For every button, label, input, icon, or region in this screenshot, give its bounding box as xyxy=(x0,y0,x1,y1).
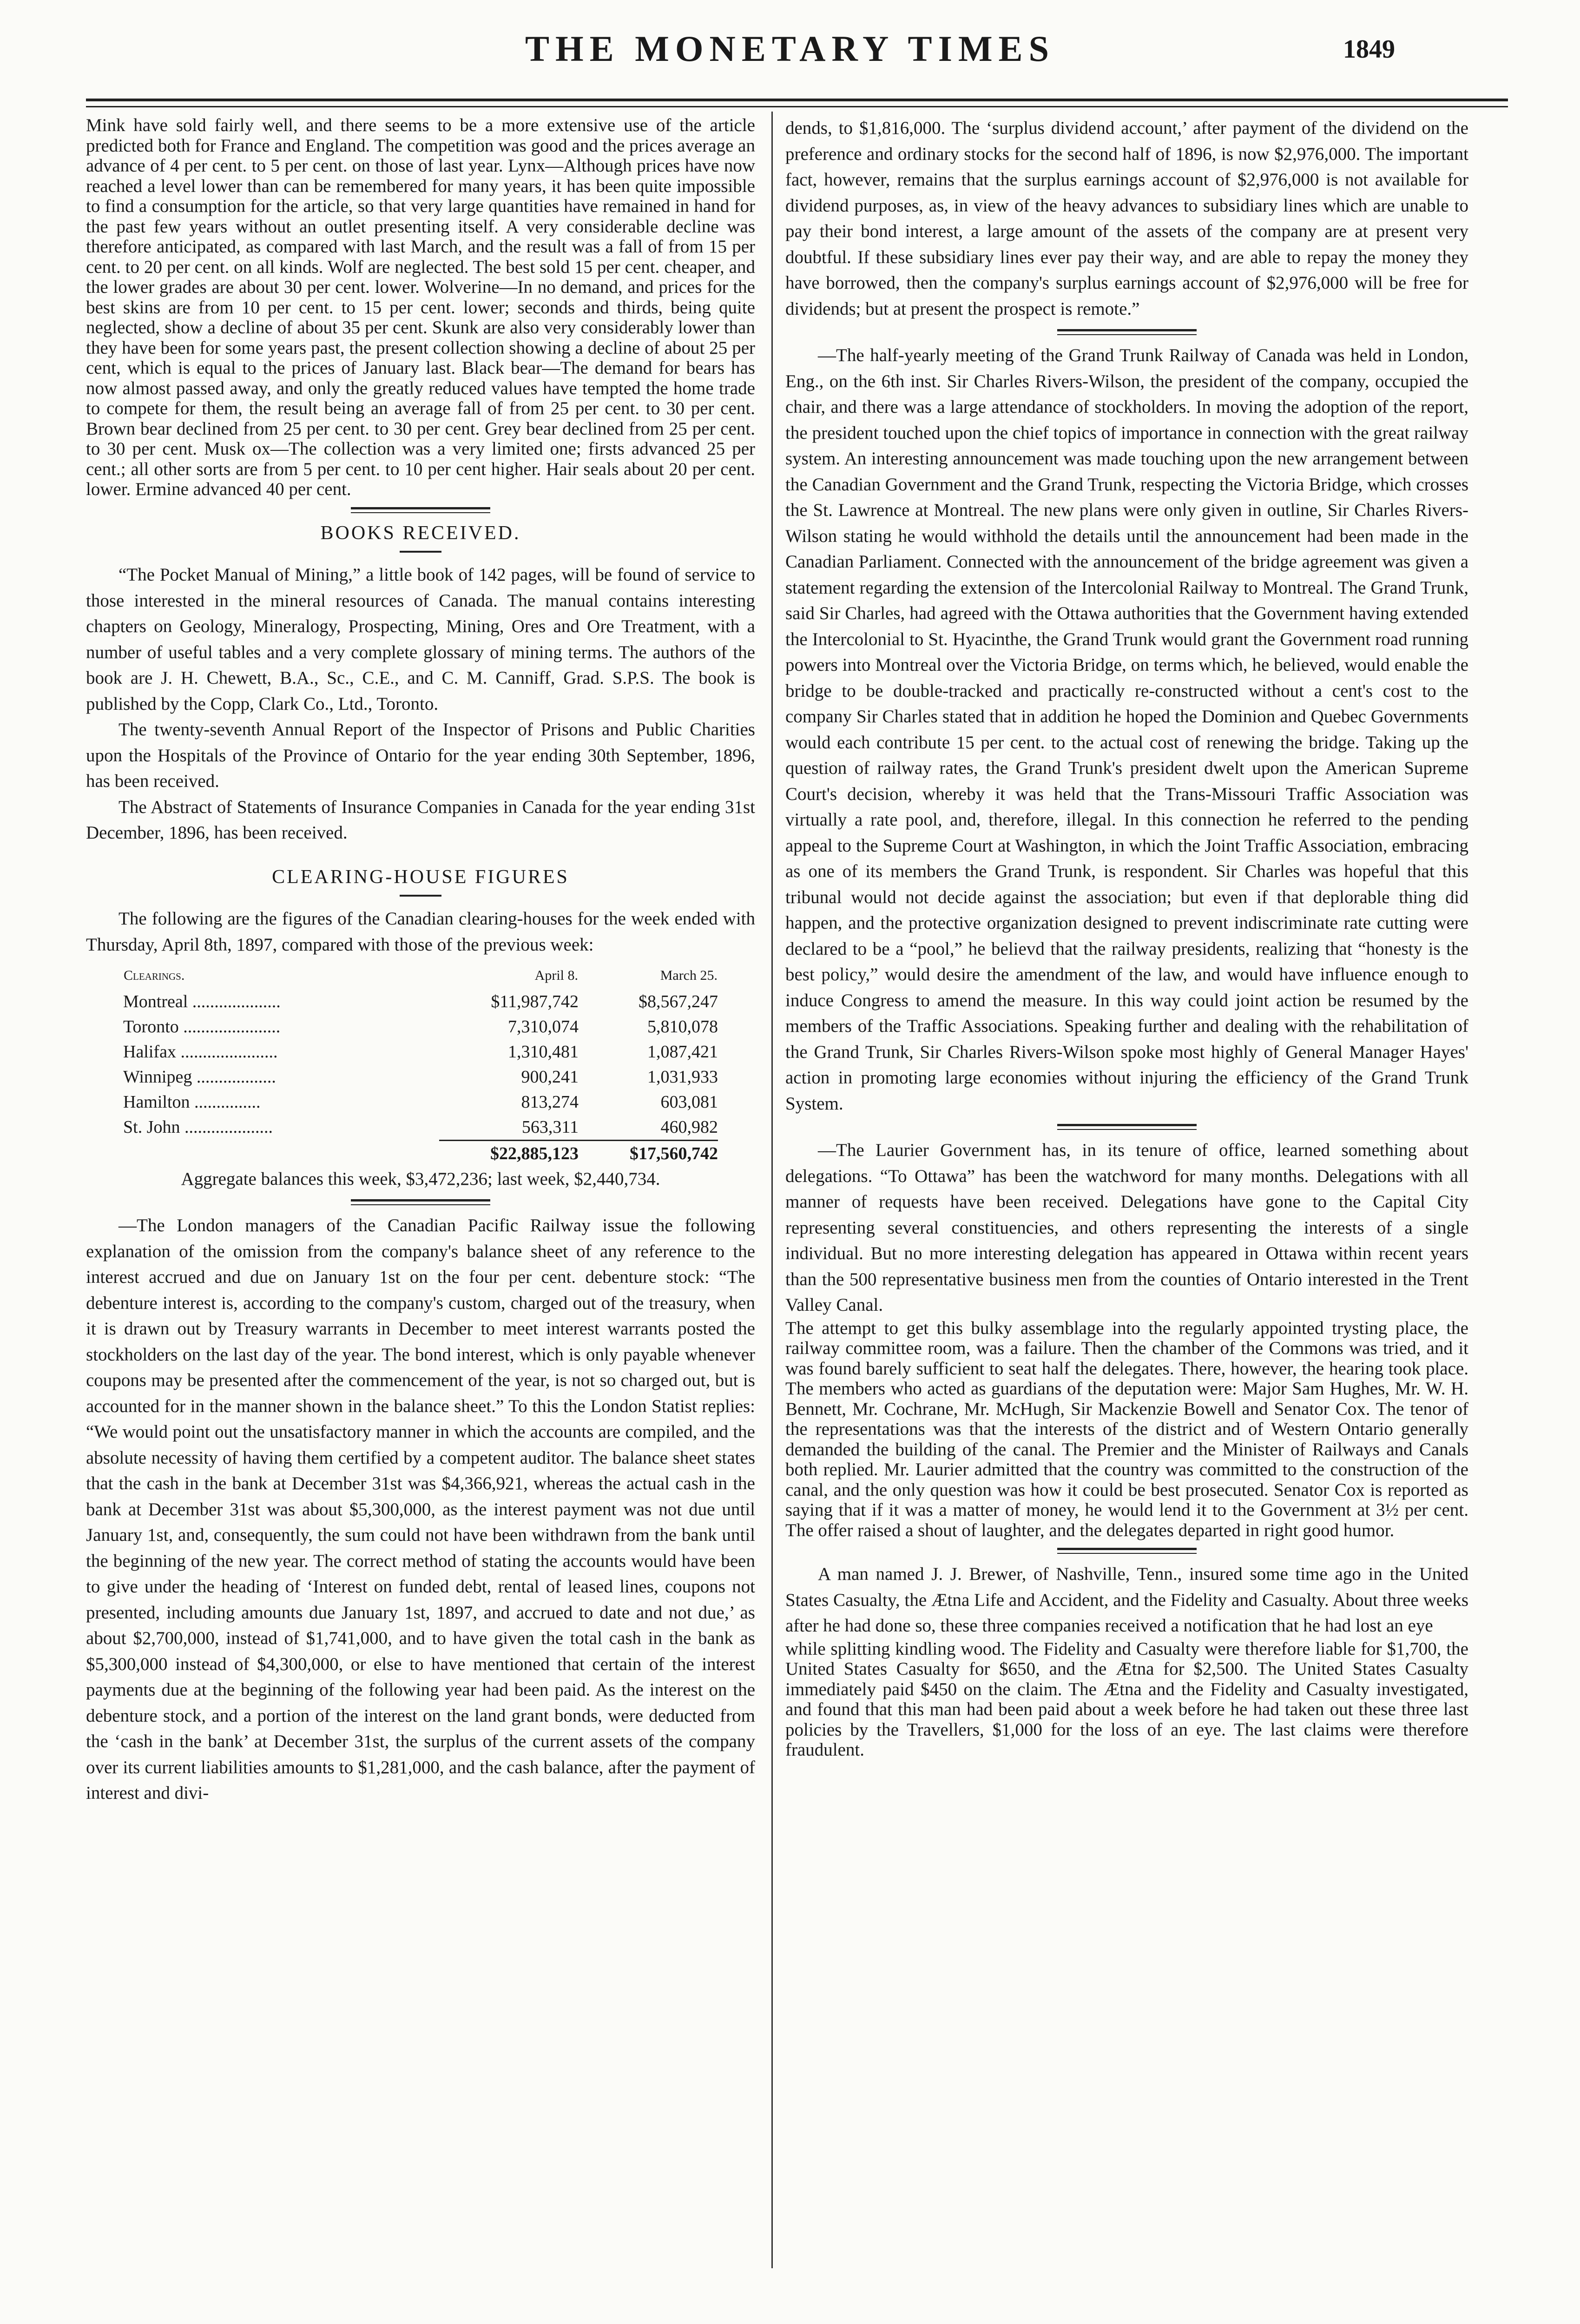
masthead-rule xyxy=(86,99,1508,101)
total-april: $22,885,123 xyxy=(439,1140,579,1166)
leader-dots: ............... xyxy=(194,1092,261,1112)
heading-underline xyxy=(400,895,441,897)
cpr-article: —The London managers of the Canadian Pacific Railway issue the following explanation of the omission from the company's balance sheet of any reference to the interest accrued and due on January 1st on the four per cent. debenture stock: “The debenture interest is, according to the company's custom, charged out of the treasury, when it is drawn out by Treasury warrants in December to meet interest warrants posted the stockholders on the last day of the year. The bond interest, which is only payable whenever coupons may be presented after the commencement of the year, is not so charged out, but is accounted for in the manner shown in the balance sheet.” To this the London Statist replies: “We would point out the unsatisfactory manner in which the accounts are compiled, and the absolute necessity of having them certified by a competent auditor. The balance sheet states that the cash in the bank at December 31st was $4,366,921, whereas the actual cash in the bank at December 31st was about $5,300,000, as the interest payment was not due until January 1st, and, consequently, the sum could not have been withdrawn from the bank until the beginning of the new year. The correct method of stating the accounts would have been to give under the heading of ‘Interest on funded debt, rental of leased lines, coupons not presented, including amounts due January 1st, 1897, and accrued to date and not due,’ as about $2,700,000, instead of $1,741,000, and to have given the total cash in the bank as $5,300,000 instead of $4,300,000, or else to have mentioned that certain of the interest payments due at the beginning of the following year had been paid. As the interest on the debenture stock, and a portion of the interest on the land grant bonds, were deducted from the ‘cash in the bank’ at December 31st, the surplus of the current assets of the company over its current liabilities amounts to $1,281,000, and the cash balance, after the payment of interest and divi- xyxy=(86,1215,755,1803)
city-name: Winnipeg xyxy=(123,1067,192,1087)
value-april: 1,310,481 xyxy=(508,1042,579,1062)
table-row xyxy=(123,1089,718,1115)
left-column xyxy=(86,115,755,1806)
leader-dots: .................. xyxy=(196,1067,276,1087)
books-paragraph: The twenty-seventh Annual Report of the Inspector of Prisons and Public Charities upon the Hospitals of the Province of Ontario for the year ending 30th September, 1896, has been received. xyxy=(86,720,755,791)
books-paragraph: “The Pocket Manual of Mining,” a little book of 142 pages, will be found of service to those interested in the mineral resources of Canada. The manual contains interesting chapters on Geology, Mineralogy, Prospecting, Mining, Ores and Ore Treatment, with a number of useful tables and a very complete glossary of mining terms. The authors of the book are J. H. Chewett, B.A., Sc., C.E., and C. M. Canniff, Grad. S.P.S. The book is published by the Copp, Clark Co., Ltd., Toronto. xyxy=(86,565,755,714)
masthead-title: THE MONETARY TIMES xyxy=(525,28,1055,69)
table-header-march: March 25. xyxy=(660,968,718,983)
city-name: Halifax xyxy=(123,1042,176,1062)
value-april: 900,241 xyxy=(521,1067,579,1087)
leader-dots: .................... xyxy=(184,1117,273,1137)
grand-trunk-article: —The half-yearly meeting of the Grand Trunk Railway of Canada was held in London, Eng., on the 6th inst. Sir Charles Rivers-Wilson, the president of the company, occupied the chair, and there was a large attendance of stockholders. In moving the adoption of the report, the president touched upon the chief topics of importance in connection with the great railway system. An interesting announcement was made touching upon the new arrangement between the Canadian Government and the Grand Trunk, respecting the Victoria Bridge, which crosses the St. Lawrence at Montreal. The new plans were only given in outline, Sir Charles Rivers-Wilson stating he would withhold the details until the announcement had been made in the Canadian Parliament. Connected with the announcement of the bridge agreement was given a statement regarding the extension of the Intercolonial Railway to Montreal. The Grand Trunk, said Sir Charles, had agreed with the Ottawa authorities that the Government having extended the Intercolonial to St. Hyacinthe, the Grand Trunk would grant the Government road running powers into Montreal over the Victoria Bridge, on terms which, he believed, would enable the bridge to be double-tracked and practically re-constructed without a cent's cost to the company Sir Charles stated that in addition he hoped the Dominion and Quebec Governments would each contribute 15 per cent. to the actual cost of renewing the bridge. Taking up the question of railway rates, the Grand Trunk's president dwelt upon the American Supreme Court's decision, whereby it was held that the Trans-Missouri Traffic Association was virtually a rate pool, and, therefore, illegal. In this connection he referred to the pending appeal to the Supreme Court at Washington, in which the Joint Traffic Association, embracing as one of its members the Grand Trunk, is respondent. Sir Charles was hopeful that this tribunal would not decide against the association; but even if that deplorable thing did happen, and the protective organization designed to prevent indiscriminate rate cutting were declared to be a “pool,” he believd that the railway presidents, realizing that “honesty is the best policy,” would desire the amendment of the law, and would have influence enough to induce Congress to amend the measure. In this way could joint action be resumed by the members of the Traffic Associations. Speaking further and dealing with the rehabilitation of the Grand Trunk, Sir Charles Rivers-Wilson spoke most highly of General Manager Hayes' action in promoting large economies without injuring the efficiency of the Grand Trunk System. xyxy=(785,345,1468,1114)
clearing-house-heading: CLEARING-HOUSE FIGURES xyxy=(272,866,569,888)
clearing-house-table xyxy=(123,962,718,1166)
value-march: 1,087,421 xyxy=(647,1042,718,1062)
city-name: St. John xyxy=(123,1117,180,1137)
value-march: 1,031,933 xyxy=(647,1067,718,1087)
cpr-article-continued: dends, to $1,816,000. The ‘surplus dividend account,’ after payment of the dividend on the preference and ordinary stocks for the second half of 1896, is now $2,976,000. The important fact, however, remains that the surplus earnings account of $2,976,000 is not available for dividend purposes, as, in view of the heavy advances to subsidiary lines which are unable to pay their bond interest, a large amount of the assets of the company are at present very doubtful. If these subsidiary lines ever pay their way, and are able to repay the money they have borrowed, then the company's surplus earnings account of $2,976,000 will be free for dividends; but at present the prospect is remote.” xyxy=(785,118,1468,319)
value-march: 603,081 xyxy=(660,1092,718,1112)
masthead-rule-thin xyxy=(86,106,1508,107)
section-separator xyxy=(1057,329,1197,335)
value-march: 5,810,078 xyxy=(647,1017,718,1037)
value-march: $8,567,247 xyxy=(639,991,718,1011)
section-separator xyxy=(1057,1124,1197,1130)
city-name: Montreal xyxy=(123,991,188,1011)
aggregate-balances: Aggregate balances this week, $3,472,236; last week, $2,440,734. xyxy=(181,1169,660,1189)
brewer-article-continued: while splitting kindling wood. The Fidelity and Casualty were therefore liable for $1,700, the United States Casualty for $650, and the Ætna for $2,500. The United States Casualty immediately paid $450 on the claim. The Ætna and the Fidelity and Casualty investigated, and found that this man had been paid about a week before he had taken out these three last policies by the Travellers, $1,000 for the loss of an eye. The last claims were therefore fraudulent. xyxy=(785,1638,1468,1760)
value-april: 563,311 xyxy=(521,1117,579,1137)
value-april: 7,310,074 xyxy=(508,1017,579,1037)
table-row xyxy=(123,989,718,1014)
leader-dots: .................... xyxy=(192,991,281,1011)
table-row xyxy=(123,1115,718,1141)
table-header-april: April 8. xyxy=(534,968,578,983)
table-total-row xyxy=(123,1140,718,1166)
clearing-intro: The following are the figures of the Canadian clearing-houses for the week ended with Thursday, April 8th, 1897, compared with those of the previous week: xyxy=(86,909,755,955)
brewer-article: A man named J. J. Brewer, of Nashville, Tenn., insured some time ago in the United States Casualty, the Ætna Life and Accident, and the Fidelity and Casualty. About three weeks after he had done so, these three companies received a notification that he had lost an eye xyxy=(785,1564,1468,1636)
value-april: 813,274 xyxy=(521,1092,579,1112)
city-name: Hamilton xyxy=(123,1092,190,1112)
section-separator xyxy=(351,507,490,513)
heading-underline xyxy=(400,551,441,553)
books-received-heading: BOOKS RECEIVED. xyxy=(320,522,521,544)
table-row xyxy=(123,1039,718,1064)
fur-report-paragraph: Mink have sold fairly well, and there seems to be a more extensive use of the article predicted both for France and England. The competition was good and the prices average an advance of 4 per cent. to 5 per cent. on those of last year. Lynx—Although prices have now reached a level lower than can be remembered for many years, it has been quite impossible to find a consumption for the article, so that very large quantities have remained in hand for the past few years without an outlet presenting itself. A very considerable decline was therefore anticipated, as compared with last March, and the result was a fall of from 15 per cent. to 20 per cent. on all kinds. Wolf are neglected. The best sold 15 per cent. cheaper, and the lower grades are about 30 per cent. lower. Wolverine—In no demand, and prices for the best skins are from 10 per cent. to 15 per cent. lower; seconds and thirds, being quite neglected, show a decline of about 35 per cent. Skunk are also very considerably lower than they have been for some years past, the present collection showing a decline of about 25 per cent, which is equal to the prices of January last. Black bear—The demand for bears has now almost passed away, and only the greatly reduced values have tempted the home trade to compete for them, the result being an average fall of from 25 per cent. to 30 per cent. Brown bear declined from 25 per cent. to 30 per cent. Grey bear declined from 25 per cent. to 30 per cent. Musk ox—The collection was a very limited one; firsts advanced 25 per cent.; all other sorts are from 5 per cent. to 10 per cent higher. Hair seals about 20 per cent. lower. Ermine advanced 40 per cent. xyxy=(86,115,755,499)
laurier-article-continued: The attempt to get this bulky assemblage into the regularly appointed trysting place, the railway committee room, was a failure. Then the chamber of the Commons was tried, and it was found barely sufficient to seat half the delegates. There, however, the hearing took place. The members who acted as guardians of the deputation were: Major Sam Hughes, Mr. W. H. Bennett, Mr. Cochrane, Mr. McHugh, Sir Mackenzie Bowell and Senator Cox. The tenor of the representations was that the interests of the district and of Western Ontario generally demanded the building of the canal. The Premier and the Minister of Railways and Canals both replied. Mr. Laurier admitted that the country was committed to the construction of the canal, and the only question was how it could be best prosecuted. Senator Cox is reported as saying that if it was a matter of money, he would lend it to the Government at 3½ per cent. The offer raised a shout of laughter, and the delegates departed in right good humor. xyxy=(785,1318,1468,1540)
leader-dots: ...................... xyxy=(180,1042,278,1062)
total-march: $17,560,742 xyxy=(579,1140,718,1166)
laurier-article: —The Laurier Government has, in its tenure of office, learned something about delegations. “To Ottawa” has been the watchword for many months. Delegations with all manner of requests have been received. Delegations have gone to the Capital City representing several constituencies, and others representing the interests of a single individual. But no more interesting delegation has appeared in Ottawa within recent years than the 500 representative business men from the counties of Ontario interested in the Trent Valley Canal. xyxy=(785,1140,1468,1315)
column-divider xyxy=(771,112,773,2268)
table-row xyxy=(123,1014,718,1039)
city-name: Toronto xyxy=(123,1017,179,1037)
table-header-clearings: Clearings. xyxy=(124,968,185,983)
books-paragraph: The Abstract of Statements of Insurance Companies in Canada for the year ending 31st December, 1896, has been received. xyxy=(86,797,755,843)
leader-dots: ...................... xyxy=(183,1017,281,1037)
value-april: $11,987,742 xyxy=(491,991,579,1011)
page-number: 1849 xyxy=(1343,35,1395,64)
value-march: 460,982 xyxy=(660,1117,718,1137)
table-row xyxy=(123,1064,718,1089)
section-separator xyxy=(1057,1548,1197,1554)
right-column xyxy=(785,115,1468,1760)
section-separator xyxy=(351,1199,490,1205)
